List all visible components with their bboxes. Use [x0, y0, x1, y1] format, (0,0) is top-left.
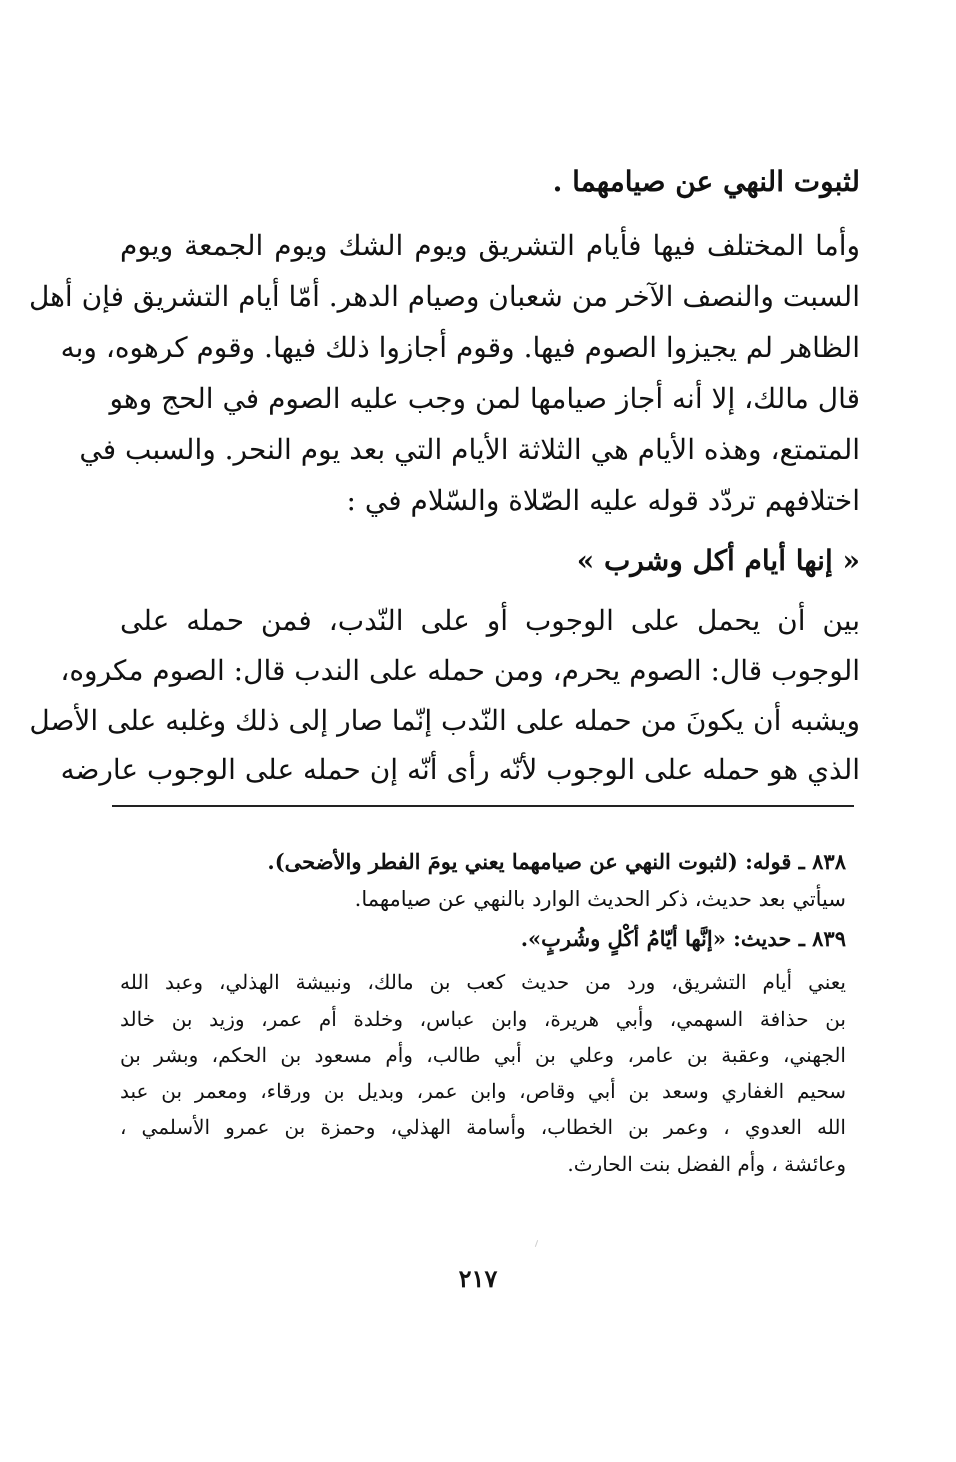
quoted-hadith: « إنها أيام أكل وشرب »	[576, 544, 860, 577]
paragraph-1-line-4: قال مالك، إلا أنه أجاز صيامها لمن وجب عليه الصوم في الحج وهو	[109, 382, 860, 415]
footnote-839-body-line-5: الله العدوي ، وعمر بن الخطاب، وأسامة الهذلي، وحمزة بن عمرو الأسلمي ،	[120, 1115, 846, 1139]
footnote-839-body-line-6: وعائشة ، وأم الفضل بنت الحارث.	[567, 1152, 846, 1176]
footnote-839-body-line-3: الجهني، وعقبة بن عامر، وعلي بن أبي طالب، وأم مسعود بن الحكم، وبشر بن	[120, 1043, 846, 1067]
paragraph-1-line-1: وأما المختلف فيها فأيام التشريق ويوم الشك ويوم الجمعة ويوم	[120, 229, 860, 262]
footnote-839-body-line-1: يعني أيام التشريق، ورد من حديث كعب بن مالك، ونبيشة الهذلي، وعبد الله	[120, 970, 846, 994]
paragraph-1-line-6: اختلافهم تردّد قوله عليه الصّلاة والسّلام في :	[346, 484, 860, 517]
paragraph-2-line-3: ويشبه أن يكونَ من حمله على النّدب إنّما صار إلى ذلك وغلبه على الأصل	[29, 704, 860, 737]
footnote-838-heading: ٨٣٨ ـ قوله: (لثبوت النهي عن صيامهما يعني يومَ الفطر والأضحى).	[267, 849, 846, 874]
paragraph-2-line-2: الوجوب قال: الصوم يحرم، ومن حمله على الندب قال: الصوم مكروه،	[60, 654, 860, 687]
opening-line: لثبوت النهي عن صيامهما .	[552, 165, 860, 198]
scan-speck	[535, 1240, 538, 1247]
paragraph-2-line-1: بين أن يحمل على الوجوب أو على النّدب، فمن حمله على	[120, 604, 860, 637]
footnote-839-body-line-4: سحيم الغفاري وسعد بن أبي وقاص، وابن عمر، وبديل بن ورقاء، ومعمر بن عبد	[120, 1079, 846, 1103]
footnote-839-body-line-2: بن حذافة السهمي، وأبي هريرة، وابن عباس، وخلدة أم عمر، وزيد بن خالد	[120, 1007, 846, 1031]
paragraph-2-line-4: الذي هو حمله على الوجوب لأنّه رأى أنّه إن حمله على الوجوب عارضه	[60, 753, 860, 786]
paragraph-1-line-2: السبت والنصف الآخر من شعبان وصيام الدهر. أمّا أيام التشريق فإن أهل	[28, 280, 860, 313]
page-number: ٢١٧	[458, 1264, 498, 1293]
footnote-839-heading: ٨٣٩ ـ حديث: «إنَّها أيّامُ أكْلٍ وشُربٍ».	[520, 926, 846, 951]
paragraph-1-line-5: المتمتع، وهذه الأيام هي الثلاثة الأيام التي بعد يوم النحر. والسبب في	[79, 433, 860, 466]
footnote-838-text: سيأتي بعد حديث، ذكر الحديث الوارد بالنهي عن صيامهما.	[354, 887, 846, 911]
footnote-separator	[112, 805, 854, 807]
paragraph-1-line-3: الظاهر لم يجيزوا الصوم فيها. وقوم أجازوا ذلك فيها. وقوم كرهوه، وبه	[60, 331, 860, 364]
